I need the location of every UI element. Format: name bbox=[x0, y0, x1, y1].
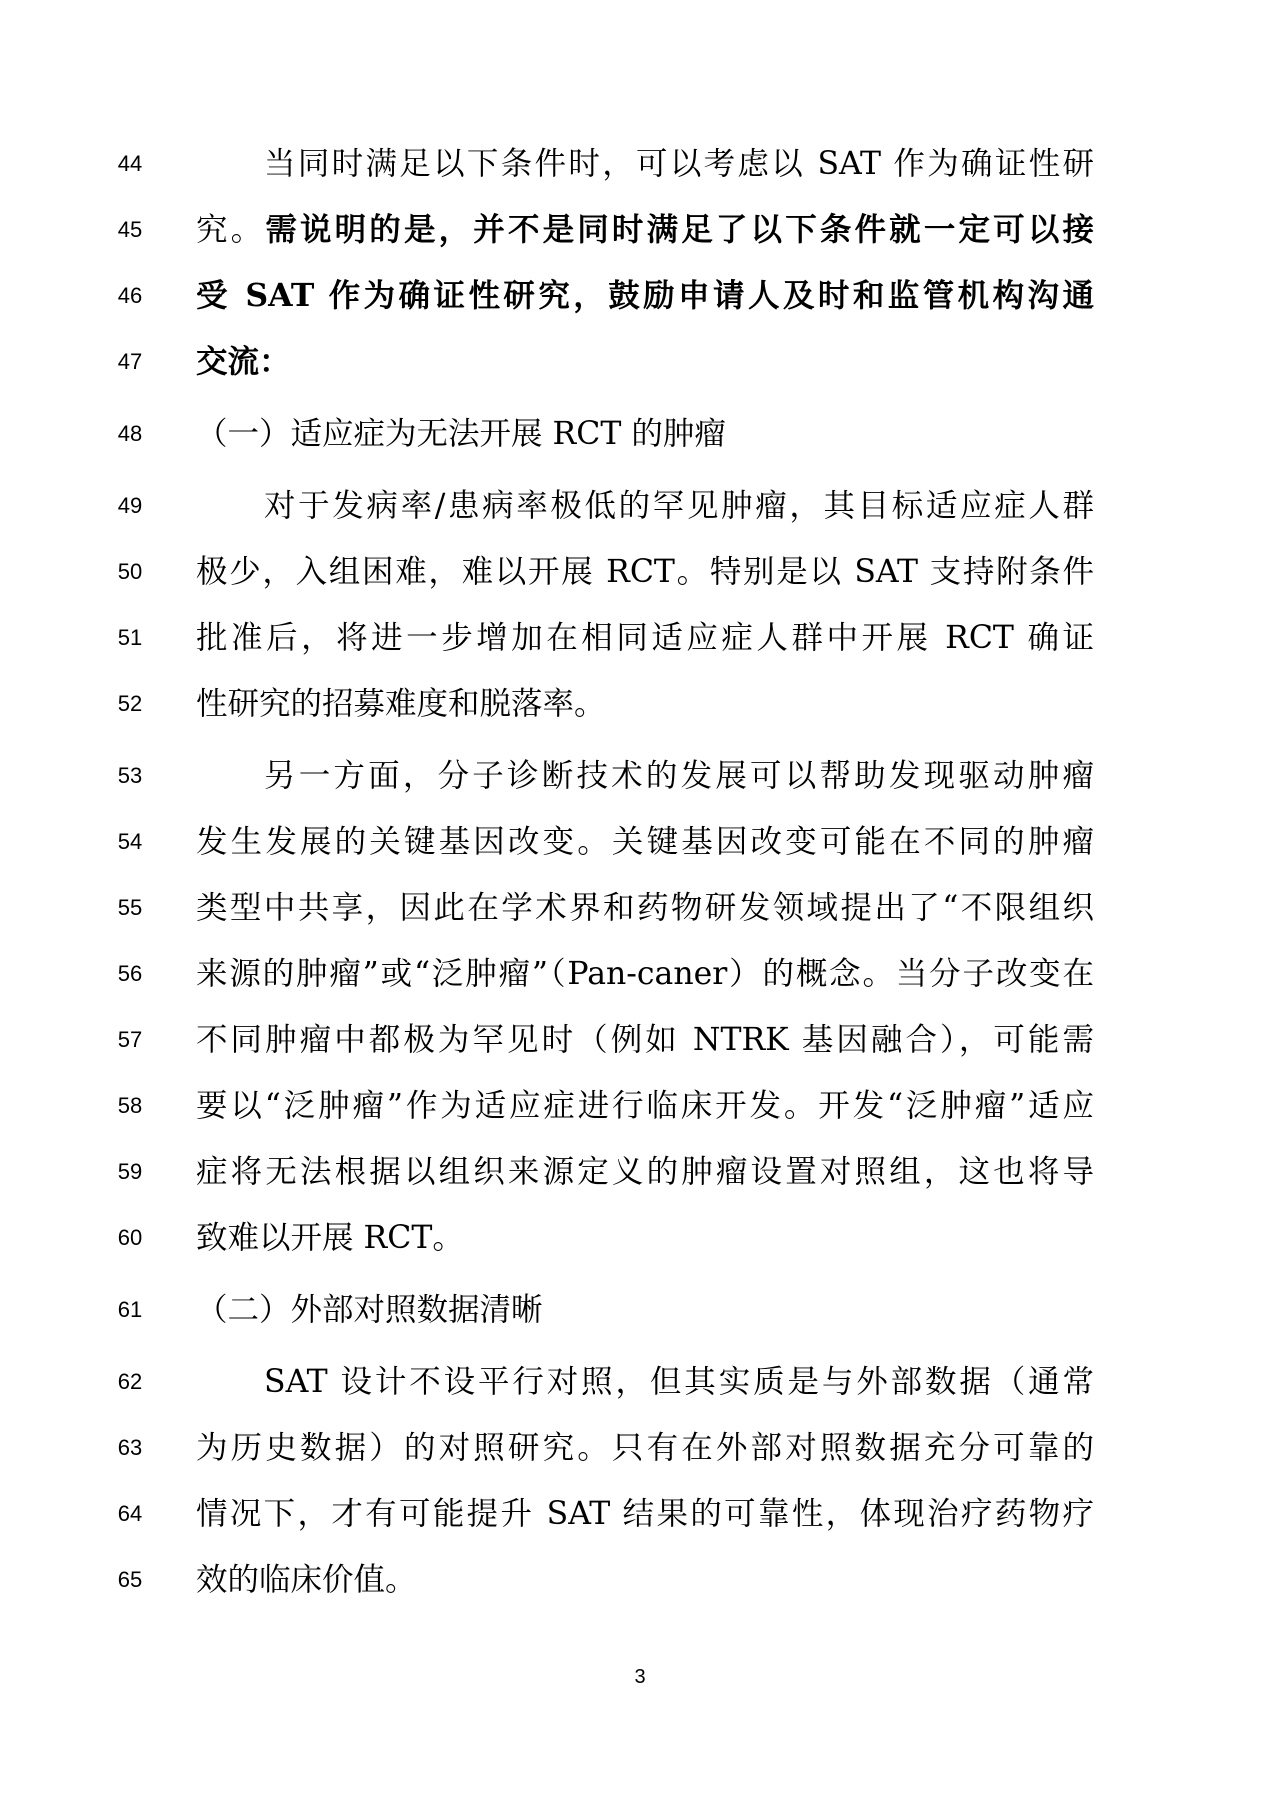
line-number: 65 bbox=[117, 1567, 143, 1592]
line-text: 效的临床价值。 bbox=[196, 1562, 417, 1598]
line-text: 类型中共享，因此在学术界和药物研发领域提出了“不限组织 bbox=[196, 890, 1094, 926]
line-number: 50 bbox=[117, 559, 143, 584]
text-line-54 bbox=[0, 808, 1280, 876]
text-line-53 bbox=[0, 742, 1280, 810]
text-line-44 bbox=[0, 130, 1280, 198]
section-heading: （二）外部对照数据清晰 bbox=[196, 1292, 543, 1328]
text-line-55 bbox=[0, 874, 1280, 942]
emphasis-text: 需说明的是，并不是同时满足了以下条件就一定可以接 bbox=[265, 211, 1094, 248]
line-text: 批准后，将进一步增加在相同适应症人群中开展 RCT 确证 bbox=[196, 620, 1094, 656]
page-number: 3 bbox=[634, 1666, 646, 1688]
line-text: 不同肿瘤中都极为罕见时（例如 NTRK 基因融合），可能需 bbox=[196, 1022, 1094, 1058]
text-line-60 bbox=[0, 1204, 1280, 1272]
text-line-61 bbox=[0, 1276, 1280, 1344]
line-text: 另一方面，分子诊断技术的发展可以帮助发现驱动肿瘤 bbox=[264, 758, 1094, 794]
line-number: 57 bbox=[117, 1027, 143, 1052]
line-number: 51 bbox=[117, 625, 143, 650]
line-number: 52 bbox=[117, 691, 143, 716]
text-line-62 bbox=[0, 1348, 1280, 1416]
text-line-56 bbox=[0, 940, 1280, 1008]
text-line-50 bbox=[0, 538, 1280, 606]
line-number: 44 bbox=[117, 151, 143, 176]
line-text: 极少，入组困难，难以开展 RCT。特别是以 SAT 支持附条件 bbox=[196, 554, 1094, 590]
line-number: 46 bbox=[117, 283, 143, 308]
line-text: 性研究的招募难度和脱落率。 bbox=[196, 686, 606, 722]
text-line-45 bbox=[0, 196, 1280, 264]
line-number: 48 bbox=[117, 421, 143, 446]
line-number: 63 bbox=[117, 1435, 143, 1460]
line-number: 49 bbox=[117, 493, 143, 518]
line-number: 47 bbox=[117, 349, 143, 374]
line-text: 情况下，才有可能提升 SAT 结果的可靠性，体现治疗药物疗 bbox=[196, 1496, 1094, 1532]
text-line-58 bbox=[0, 1072, 1280, 1140]
emphasis-text: 受 SAT 作为确证性研究，鼓励申请人及时和监管机构沟通 bbox=[196, 277, 1094, 314]
text-line-63 bbox=[0, 1414, 1280, 1482]
line-text: 当同时满足以下条件时，可以考虑以 SAT 作为确证性研 bbox=[264, 146, 1094, 182]
line-number: 53 bbox=[117, 763, 143, 788]
line-number: 59 bbox=[117, 1159, 143, 1184]
section-heading: （一）适应症为无法开展 RCT 的肿瘤 bbox=[196, 416, 726, 452]
line-text: 症将无法根据以组织来源定义的肿瘤设置对照组，这也将导 bbox=[196, 1154, 1094, 1190]
text-line-59 bbox=[0, 1138, 1280, 1206]
line-number: 64 bbox=[117, 1501, 143, 1526]
text-line-49 bbox=[0, 472, 1280, 540]
line-text: 为历史数据）的对照研究。只有在外部对照数据充分可靠的 bbox=[196, 1430, 1094, 1466]
line-text: 对于发病率/患病率极低的罕见肿瘤，其目标适应症人群 bbox=[264, 488, 1094, 524]
line-number: 62 bbox=[117, 1369, 143, 1394]
line-number: 56 bbox=[117, 961, 143, 986]
text-line-47 bbox=[0, 328, 1280, 396]
text-line-64 bbox=[0, 1480, 1280, 1548]
line-number: 60 bbox=[117, 1225, 143, 1250]
line-number: 54 bbox=[117, 829, 143, 854]
text-line-48 bbox=[0, 400, 1280, 468]
emphasis-text: 交流： bbox=[196, 343, 291, 380]
text-line-46 bbox=[0, 262, 1280, 330]
line-number: 45 bbox=[117, 217, 143, 242]
text-line-52 bbox=[0, 670, 1280, 738]
line-text: 要以“泛肿瘤”作为适应症进行临床开发。开发“泛肿瘤”适应 bbox=[196, 1088, 1094, 1124]
text-line-57 bbox=[0, 1006, 1280, 1074]
line-text: 发生发展的关键基因改变。关键基因改变可能在不同的肿瘤 bbox=[196, 824, 1094, 860]
line-number: 58 bbox=[117, 1093, 143, 1118]
line-text: SAT 设计不设平行对照，但其实质是与外部数据（通常 bbox=[264, 1364, 1094, 1400]
line-number: 61 bbox=[117, 1297, 143, 1322]
line-text: 究。需说明的是，并不是同时满足了以下条件就一定可以接 bbox=[196, 211, 1094, 248]
line-number: 55 bbox=[117, 895, 143, 920]
text-line-51 bbox=[0, 604, 1280, 672]
text-line-65 bbox=[0, 1546, 1280, 1614]
line-text: 来源的肿瘤”或“泛肿瘤”（Pan-caner）的概念。当分子改变在 bbox=[196, 956, 1094, 992]
line-text: 致难以开展 RCT。 bbox=[196, 1220, 464, 1256]
